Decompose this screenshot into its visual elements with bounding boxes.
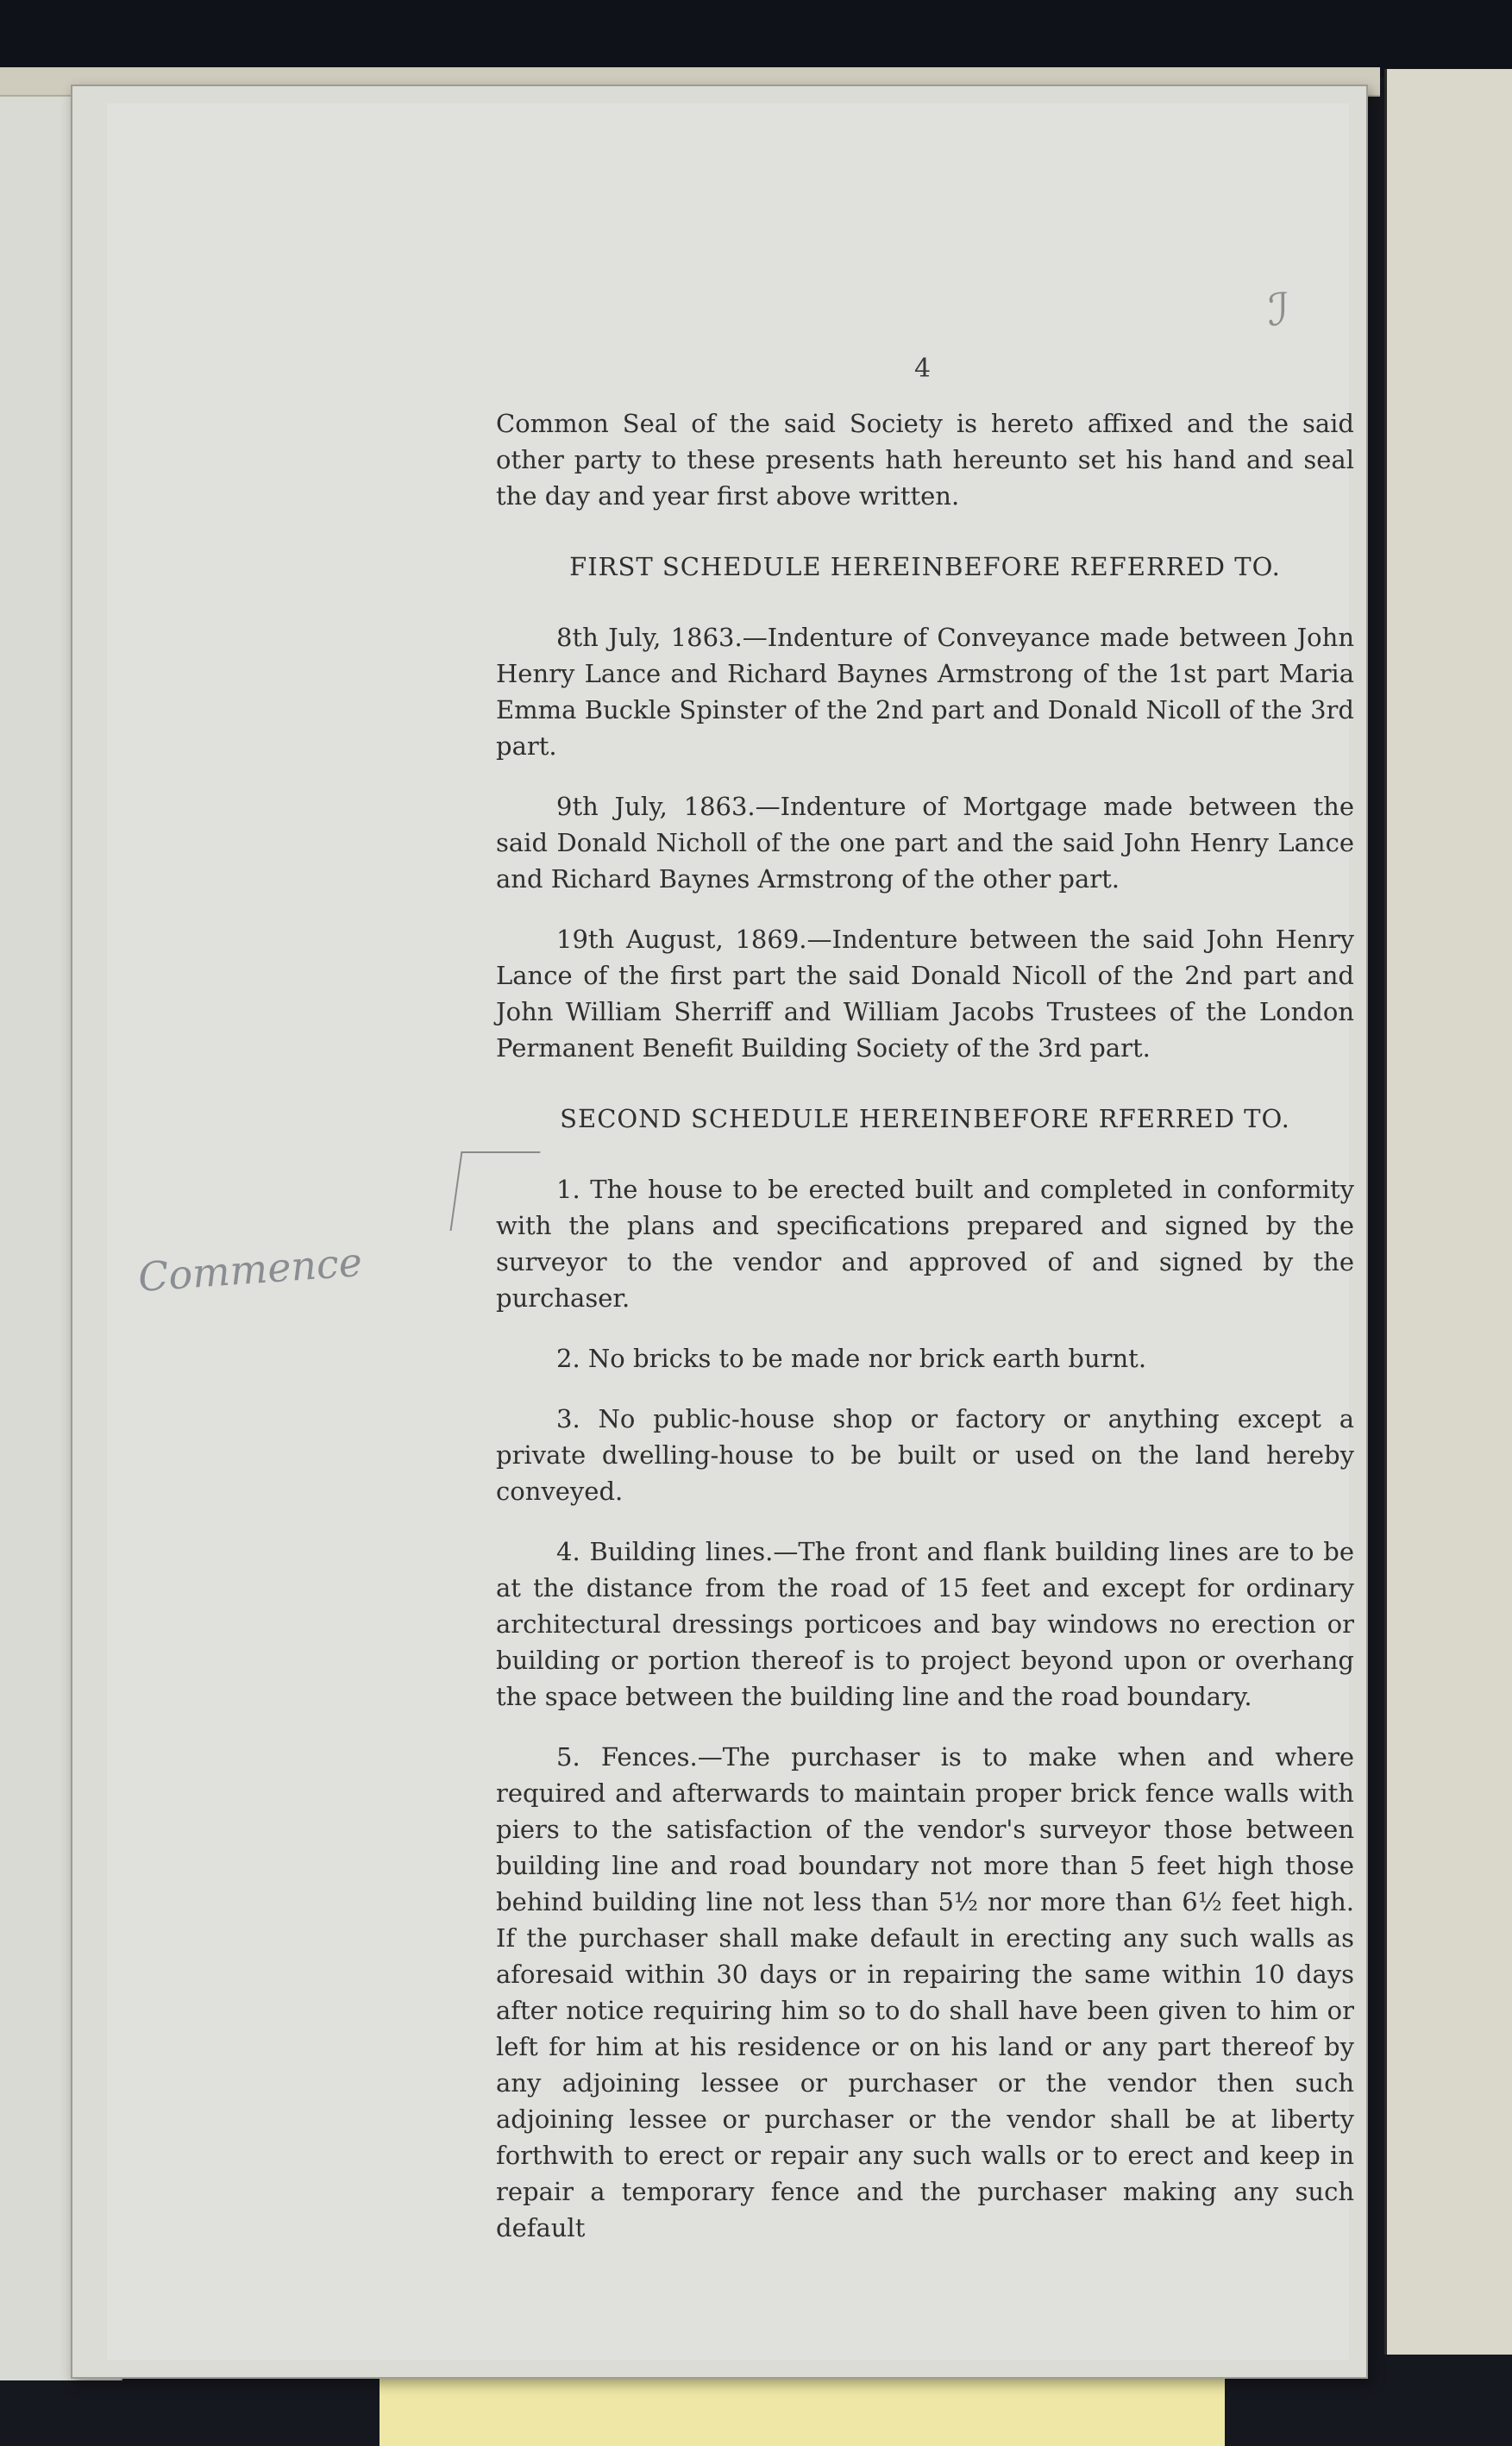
right-adjacent-page (1384, 69, 1512, 2355)
document-text (496, 405, 1354, 2270)
clause-1: 1. The house to be erected built and completed in conformity with the plans and specifications prepared and signed by the surveyor to the vendor and approved of and signed by the purchaser. (496, 1175, 1354, 1313)
first-schedule-entry-3: 19th August, 1869.—Indenture between the said John Henry Lance of the first part the said Donald Nicoll of the 2nd part and John William Sherriff and William Jacobs Trustees of the London Permanent Benefit Building Society of the 3rd part. (496, 925, 1354, 1063)
first-schedule-entry-2: 9th July, 1863.—Indenture of Mortgage made between the said Donald Nicholl of the one part and the said John Henry Lance and Richard Baynes Armstrong of the other part. (496, 792, 1354, 894)
clause-3: 3. No public-house shop or factory or anything except a private dwelling-house to be built or used on the land hereby conveyed. (496, 1404, 1354, 1506)
clause-2: 2. No bricks to be made nor brick earth burnt. (556, 1344, 1147, 1373)
page-number: 4 (914, 354, 932, 384)
yellow-card (380, 2372, 1225, 2446)
clause-5: 5. Fences.—The purchaser is to make when and where required and afterwards to maintain proper brick fence walls with piers to the satisfaction of the vendor's surveyor those between building line and road boundary not more than 5 feet high those behind building line not less than 5½ nor more than 6½ feet high. If the purchaser shall make default in erecting any such walls as aforesaid within 30 days or in repairing the same within 10 days after notice requiring him so to do shall have been given to him or left for him at his residence or on his land or any part thereof by any adjoining lessee or purchaser or the vendor then such adjoining lessee or purchaser or the vendor shall be at liberty forthwith to erect or repair any such walls or to erect and keep in repair a temporary fence and the purchaser making any such default (496, 1742, 1354, 2242)
first-schedule-entry-1: 8th July, 1863.—Indenture of Conveyance made between John Henry Lance and Richard Baynes Armstrong of the 1st part Maria Emma Buckle Spinster of the 2nd part and Donald Nicoll of the 3rd part. (496, 623, 1354, 761)
second-schedule-heading: SECOND SCHEDULE HEREINBEFORE RFERRED TO. (560, 1104, 1290, 1133)
corner-folio-mark: ℐ (1268, 285, 1289, 336)
intro-paragraph: Common Seal of the said Society is hereto affixed and the said other party to these presents hath hereunto set his hand and seal the day and year first above written. (496, 409, 1354, 511)
clause-4: 4. Building lines.—The front and flank building lines are to be at the distance from the road of 15 feet and except for ordinary architectural dressings porticoes and bay windows no erection or building or portion thereof is to project beyond upon or overhang the space between the building line and the road boundary. (496, 1537, 1354, 1711)
background-top (0, 0, 1512, 78)
first-schedule-heading: FIRST SCHEDULE HEREINBEFORE REFERRED TO. (569, 552, 1281, 581)
handwritten-margin-note: Commence (136, 1238, 364, 1301)
